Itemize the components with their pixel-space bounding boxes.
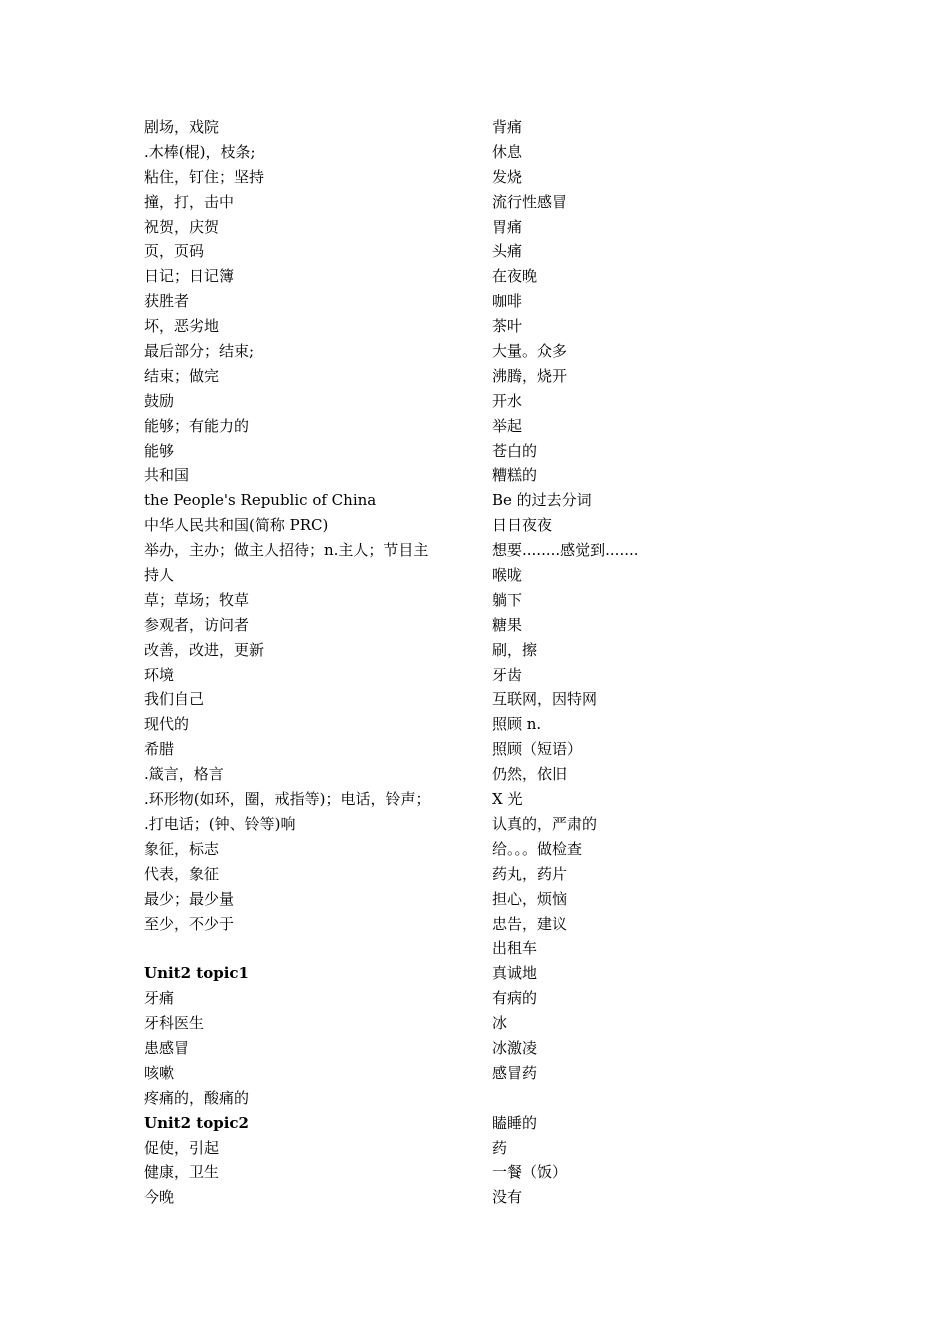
vocab-entry: 认真的，严肃的 <box>492 814 598 833</box>
vocab-entry: 改善，改进，更新 <box>144 640 265 659</box>
vocab-entry: 担心，烦恼 <box>492 889 568 908</box>
vocab-entry: 一餐（饭） <box>492 1163 568 1182</box>
vocab-entry: .环形物(如环，圈，戒指等)；电话，铃声； <box>144 790 431 809</box>
vocab-entry: 草；草场；牧草 <box>144 590 250 609</box>
vocab-entry: 代表，象征 <box>144 864 220 883</box>
vocab-entry: 糖果 <box>492 615 523 634</box>
vocab-entry: 沸腾，烧开 <box>492 366 568 385</box>
vocab-entry: 照顾（短语） <box>492 740 583 759</box>
vocab-entry: 能够 <box>144 441 175 460</box>
vocab-entry: 日记；日记簿 <box>144 267 235 286</box>
vocab-entry: 发烧 <box>492 167 523 186</box>
vocab-entry: 至少，不少于 <box>144 914 235 933</box>
vocab-entry: 茶叶 <box>492 317 523 336</box>
vocab-entry: 咖啡 <box>492 292 523 311</box>
vocab-entry: 瞌睡的 <box>492 1113 538 1132</box>
vocab-entry: .木棒(棍)，枝条; <box>144 142 256 161</box>
vocab-entry: 头痛 <box>492 242 523 261</box>
vocab-entry: 忠告，建议 <box>492 914 568 933</box>
vocab-entry: 牙科医生 <box>144 1014 205 1033</box>
vocab-entry: 给。。。做检查 <box>492 839 583 858</box>
vocab-entry: 苍白的 <box>492 441 538 460</box>
vocab-entry: 疼痛的，酸痛的 <box>144 1088 250 1107</box>
vocab-entry: 咳嗽 <box>144 1063 175 1082</box>
blank-line <box>492 1086 822 1111</box>
vocab-entry: 祝贺，庆贺 <box>144 217 220 236</box>
vocab-entry: 我们自己 <box>144 690 205 709</box>
vocab-entry: 中华人民共和国(简称 PRC) <box>144 516 329 535</box>
vocab-entry: 冰激凌 <box>492 1038 538 1057</box>
vocab-entry: 真诚地 <box>492 964 538 983</box>
vocab-entry: 大量。众多 <box>492 342 568 361</box>
vocab-entry: 希腊 <box>144 740 175 759</box>
vocab-entry: 坏，恶劣地 <box>144 317 220 336</box>
vocab-entry: 有病的 <box>492 989 538 1008</box>
vocab-entry: 今晚 <box>144 1188 175 1207</box>
vocab-entry: X 光 <box>492 790 523 809</box>
vocab-entry: 参观者，访问者 <box>144 615 250 634</box>
vocab-entry: 共和国 <box>144 466 190 485</box>
vocab-entry: .箴言，格言 <box>144 765 224 784</box>
vocab-entry: 想要........感觉到....... <box>492 541 639 560</box>
vocab-entry: 感冒药 <box>492 1063 538 1082</box>
vocab-entry: 剧场，戏院 <box>144 118 220 136</box>
vocab-entry: 照顾 n. <box>492 715 542 734</box>
vocab-entry: 冰 <box>492 1014 508 1033</box>
vocab-entry: 背痛 <box>492 118 523 136</box>
vocab-entry: 健康，卫生 <box>144 1163 220 1182</box>
vocab-entry: 举办，主办；做主人招待；n.主人；节目主 <box>144 541 429 560</box>
vocab-entry: 没有 <box>492 1188 523 1207</box>
vocab-entry: 撞，打，击中 <box>144 192 235 211</box>
section-heading: Unit2 topic1 <box>144 964 249 983</box>
vocab-entry: 结束；做完 <box>144 366 220 385</box>
vocab-entry: 牙齿 <box>492 665 523 684</box>
vocab-entry: 仍然，依旧 <box>492 765 568 784</box>
vocab-entry: 举起 <box>492 416 523 435</box>
vocab-entry: 糟糕的 <box>492 466 538 485</box>
left-word-list <box>144 115 474 1210</box>
vocab-entry: 出租车 <box>492 939 538 958</box>
vocab-entry: 环境 <box>144 665 175 684</box>
vocab-entry: 躺下 <box>492 590 523 609</box>
vocab-entry: 获胜者 <box>144 292 190 311</box>
right-word-list <box>492 115 822 1210</box>
vocab-entry: 鼓励 <box>144 391 175 410</box>
vocab-entry: 最后部分；结束; <box>144 342 255 361</box>
vocab-entry: 能够；有能力的 <box>144 416 250 435</box>
section-heading: Unit2 topic2 <box>144 1113 249 1132</box>
vocab-entry: 最少；最少量 <box>144 889 235 908</box>
vocab-entry: 日日夜夜 <box>492 516 553 535</box>
blank-line <box>144 936 474 961</box>
vocab-entry: 现代的 <box>144 715 190 734</box>
vocab-entry: 流行性感冒 <box>492 192 568 211</box>
vocab-entry: 促使，引起 <box>144 1138 220 1157</box>
vocab-entry: 象征，标志 <box>144 839 220 858</box>
vocab-entry: 药 <box>492 1138 508 1157</box>
vocab-entry: .打电话；(钟、铃等)响 <box>144 814 296 833</box>
vocab-entry: 在夜晚 <box>492 267 538 286</box>
vocab-entry: 刷，擦 <box>492 640 538 659</box>
vocab-entry: Be 的过去分词 <box>492 491 592 510</box>
vocab-entry: 休息 <box>492 142 523 161</box>
vocab-entry: 牙痛 <box>144 989 175 1008</box>
vocab-entry: 持人 <box>144 566 175 585</box>
vocab-entry: 开水 <box>492 391 523 410</box>
vocab-entry: 页，页码 <box>144 242 205 261</box>
vocab-entry: 药丸，药片 <box>492 864 568 883</box>
vocab-entry: 喉咙 <box>492 566 523 585</box>
vocab-entry: the People's Republic of China <box>144 491 377 510</box>
vocab-entry: 粘住，钉住；坚持 <box>144 167 265 186</box>
vocab-entry: 患感冒 <box>144 1038 190 1057</box>
vocab-entry: 互联网，因特网 <box>492 690 598 709</box>
vocab-entry: 胃痛 <box>492 217 523 236</box>
